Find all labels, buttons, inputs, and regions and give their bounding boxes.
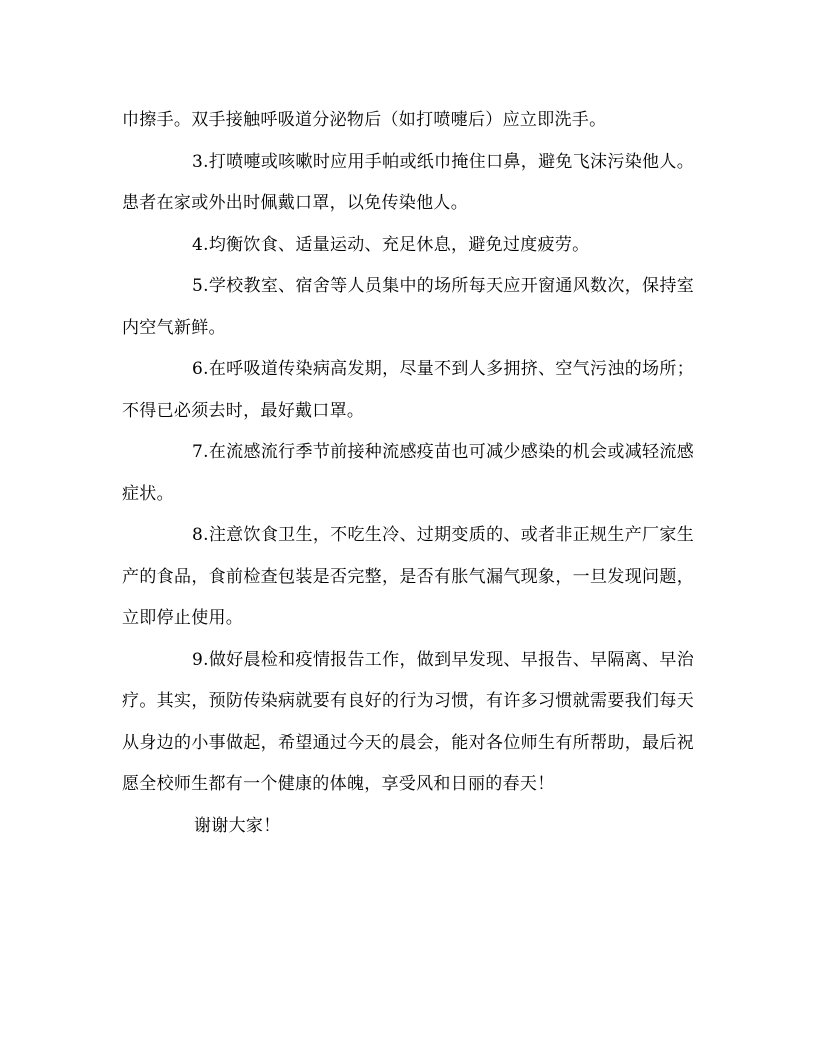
paragraph-item-8: 8.注意饮食卫生，不吃生冷、过期变质的、或者非正规生产厂家生产的食品，食前检查包装是否完整，是否有胀气漏气现象，一旦发现问题，立即停止使用。 [122,525,694,628]
paragraph-item-9: 9.做好晨检和疫情报告工作，做到早发现、早报告、早隔离、早治疗。其实，预防传染病就要有良好的行为习惯，有许多习惯就需要我们每天从身边的小事做起，希望通过今天的晨会，能对各位师生有所帮助，最后祝愿全校师生都有一个健康的体魄，享受风和日丽的春天！ [122,649,694,794]
paragraph-item-4: 4.均衡饮食、适量运动、充足休息，避免过度疲劳。 [192,234,590,255]
paragraph-item-5: 5.学校教室、宿舍等人员集中的场所每天应开窗通风数次，保持室内空气新鲜。 [122,276,694,338]
paragraph-item-6: 6.在呼吸道传染病高发期，尽量不到人多拥挤、空气污浊的场所；不得已必须去时，最好戴口罩。 [122,359,694,421]
paragraph-handwashing-continued: 巾擦手。双手接触呼吸道分泌物后（如打喷嚏后）应立即洗手。 [122,110,607,130]
document-body [122,100,694,847]
paragraph-item-3: 3.打喷嚏或咳嗽时应用手帕或纸巾掩住口鼻，避免飞沫污染他人。患者在家或外出时佩戴口罩，以免传染他人。 [122,151,694,213]
paragraph-closing: 谢谢大家！ [194,815,281,836]
paragraph-item-7: 7.在流感流行季节前接种流感疫苗也可减少感染的机会或减轻流感症状。 [122,442,694,504]
